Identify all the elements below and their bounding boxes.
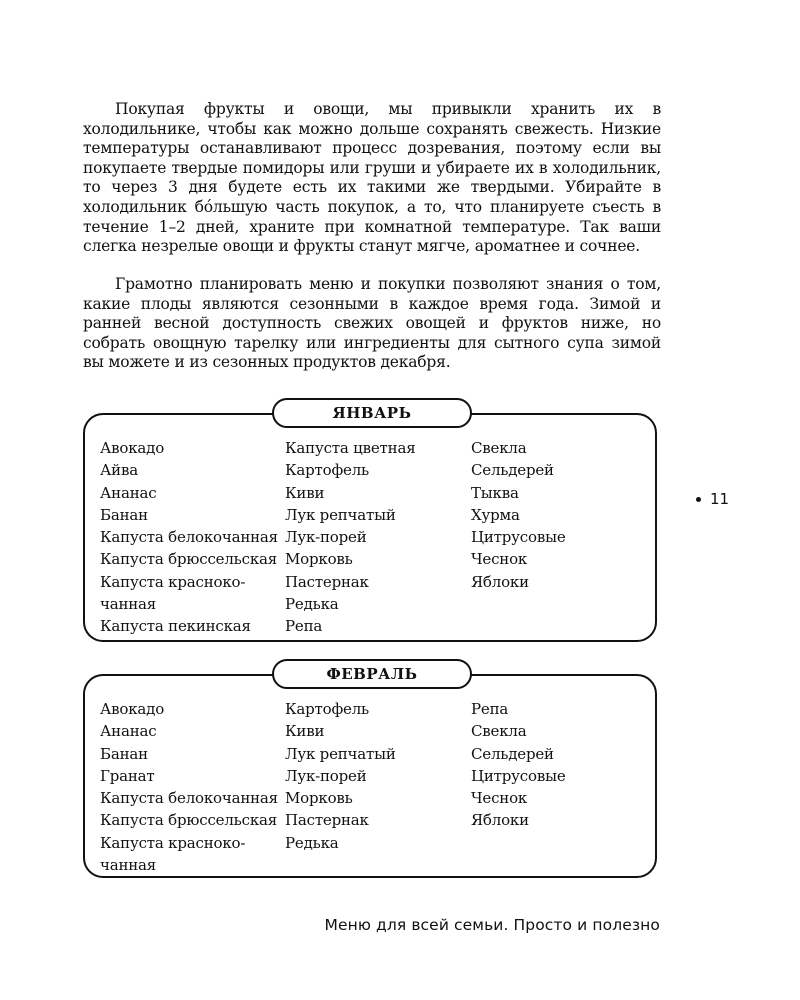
january-column-2 [285,437,465,638]
produce-item: Репа [471,700,509,718]
produce-item: Киви [285,722,325,741]
produce-item: Тыква [471,483,519,502]
produce-item: Редька [285,595,339,614]
produce-item: Гранат [100,766,155,785]
february-column-3 [471,698,651,832]
january-column-1 [100,437,280,638]
produce-item: Лук репчатый [285,505,396,524]
produce-item: Яблоки [471,811,529,830]
produce-item: Капуста пекинская [100,617,251,636]
produce-item: Картофель [285,700,369,718]
produce-item: Яблоки [471,572,529,591]
produce-item: Цитрусовые [471,528,566,547]
produce-item: Капуста красноко- чанная [100,833,246,875]
season-paragraph: Грамотно планировать меню и покупки позволяют знания о том, какие плоды являются сезонными в каждое время года. Зимой и ранней весной доступность свежих овощей и фруктов ниже, но собрать овощную тарелку или ингредиенты для сытного супа зимой вы можете и из сезонных продуктов декабря. [83,275,661,372]
january-box [83,404,657,642]
produce-item: Лук репчатый [285,744,396,763]
produce-item: Сельдерей [471,744,554,763]
bullet-icon [696,497,701,502]
produce-item: Редька [285,833,339,852]
produce-item: Репа [285,617,323,636]
produce-item: Ананас [100,483,157,502]
produce-item: Лук-порей [285,766,367,785]
produce-item: Киви [285,483,325,502]
produce-item: Банан [100,505,148,524]
produce-item: Банан [100,744,148,763]
february-column-1 [100,698,280,876]
produce-item: Морковь [285,550,353,569]
january-title: ЯНВАРЬ [272,398,472,428]
produce-item: Пастернак [285,811,369,830]
produce-item: Капуста цветная [285,439,416,457]
produce-item: Айва [100,461,138,480]
produce-item: Капуста брюссельская [100,550,278,569]
produce-item: Цитрусовые [471,766,566,785]
produce-item: Капуста белокочанная [100,789,278,808]
february-box [83,665,657,878]
produce-item: Авокадо [100,439,165,457]
page-number-text: 11 [710,490,730,508]
produce-item: Капуста брюссельская [100,811,278,830]
february-title: ФЕВРАЛЬ [272,659,472,689]
produce-item: Авокадо [100,700,165,718]
produce-item: Лук-порей [285,528,367,547]
produce-item: Свекла [471,439,527,457]
january-column-3 [471,437,651,593]
produce-item: Сельдерей [471,461,554,480]
produce-item: Ананас [100,722,157,741]
produce-item: Морковь [285,789,353,808]
produce-item: Капуста красноко- чанная [100,572,246,614]
produce-item: Чеснок [471,550,528,569]
produce-item: Картофель [285,461,369,480]
produce-item: Чеснок [471,789,528,808]
running-footer: Меню для всей семьи. Просто и полезно [324,916,660,934]
produce-item: Свекла [471,722,527,741]
intro-paragraph: Покупая фрукты и овощи, мы привыкли хранить их в холодильнике, чтобы как можно дольше сохранять свежесть. Низкие температуры останавливают процесс дозревания, поэтому если вы покупаете твердые помидоры или груши и убираете их в холодильник, то через 3 дня будете есть их такими же твердыми. Убирайте в холодильник бóльшую часть покупок, а то, что планируете съесть в течение 1–2 дней, храните при комнатной температуре. Так ваши слегка незрелые овощи и фрукты станут мягче, ароматнее и сочнее. [83,100,661,256]
page-number [696,490,729,508]
february-column-2 [285,698,465,854]
produce-item: Хурма [471,505,520,524]
produce-item: Пастернак [285,572,369,591]
produce-item: Капуста белокочанная [100,528,278,547]
